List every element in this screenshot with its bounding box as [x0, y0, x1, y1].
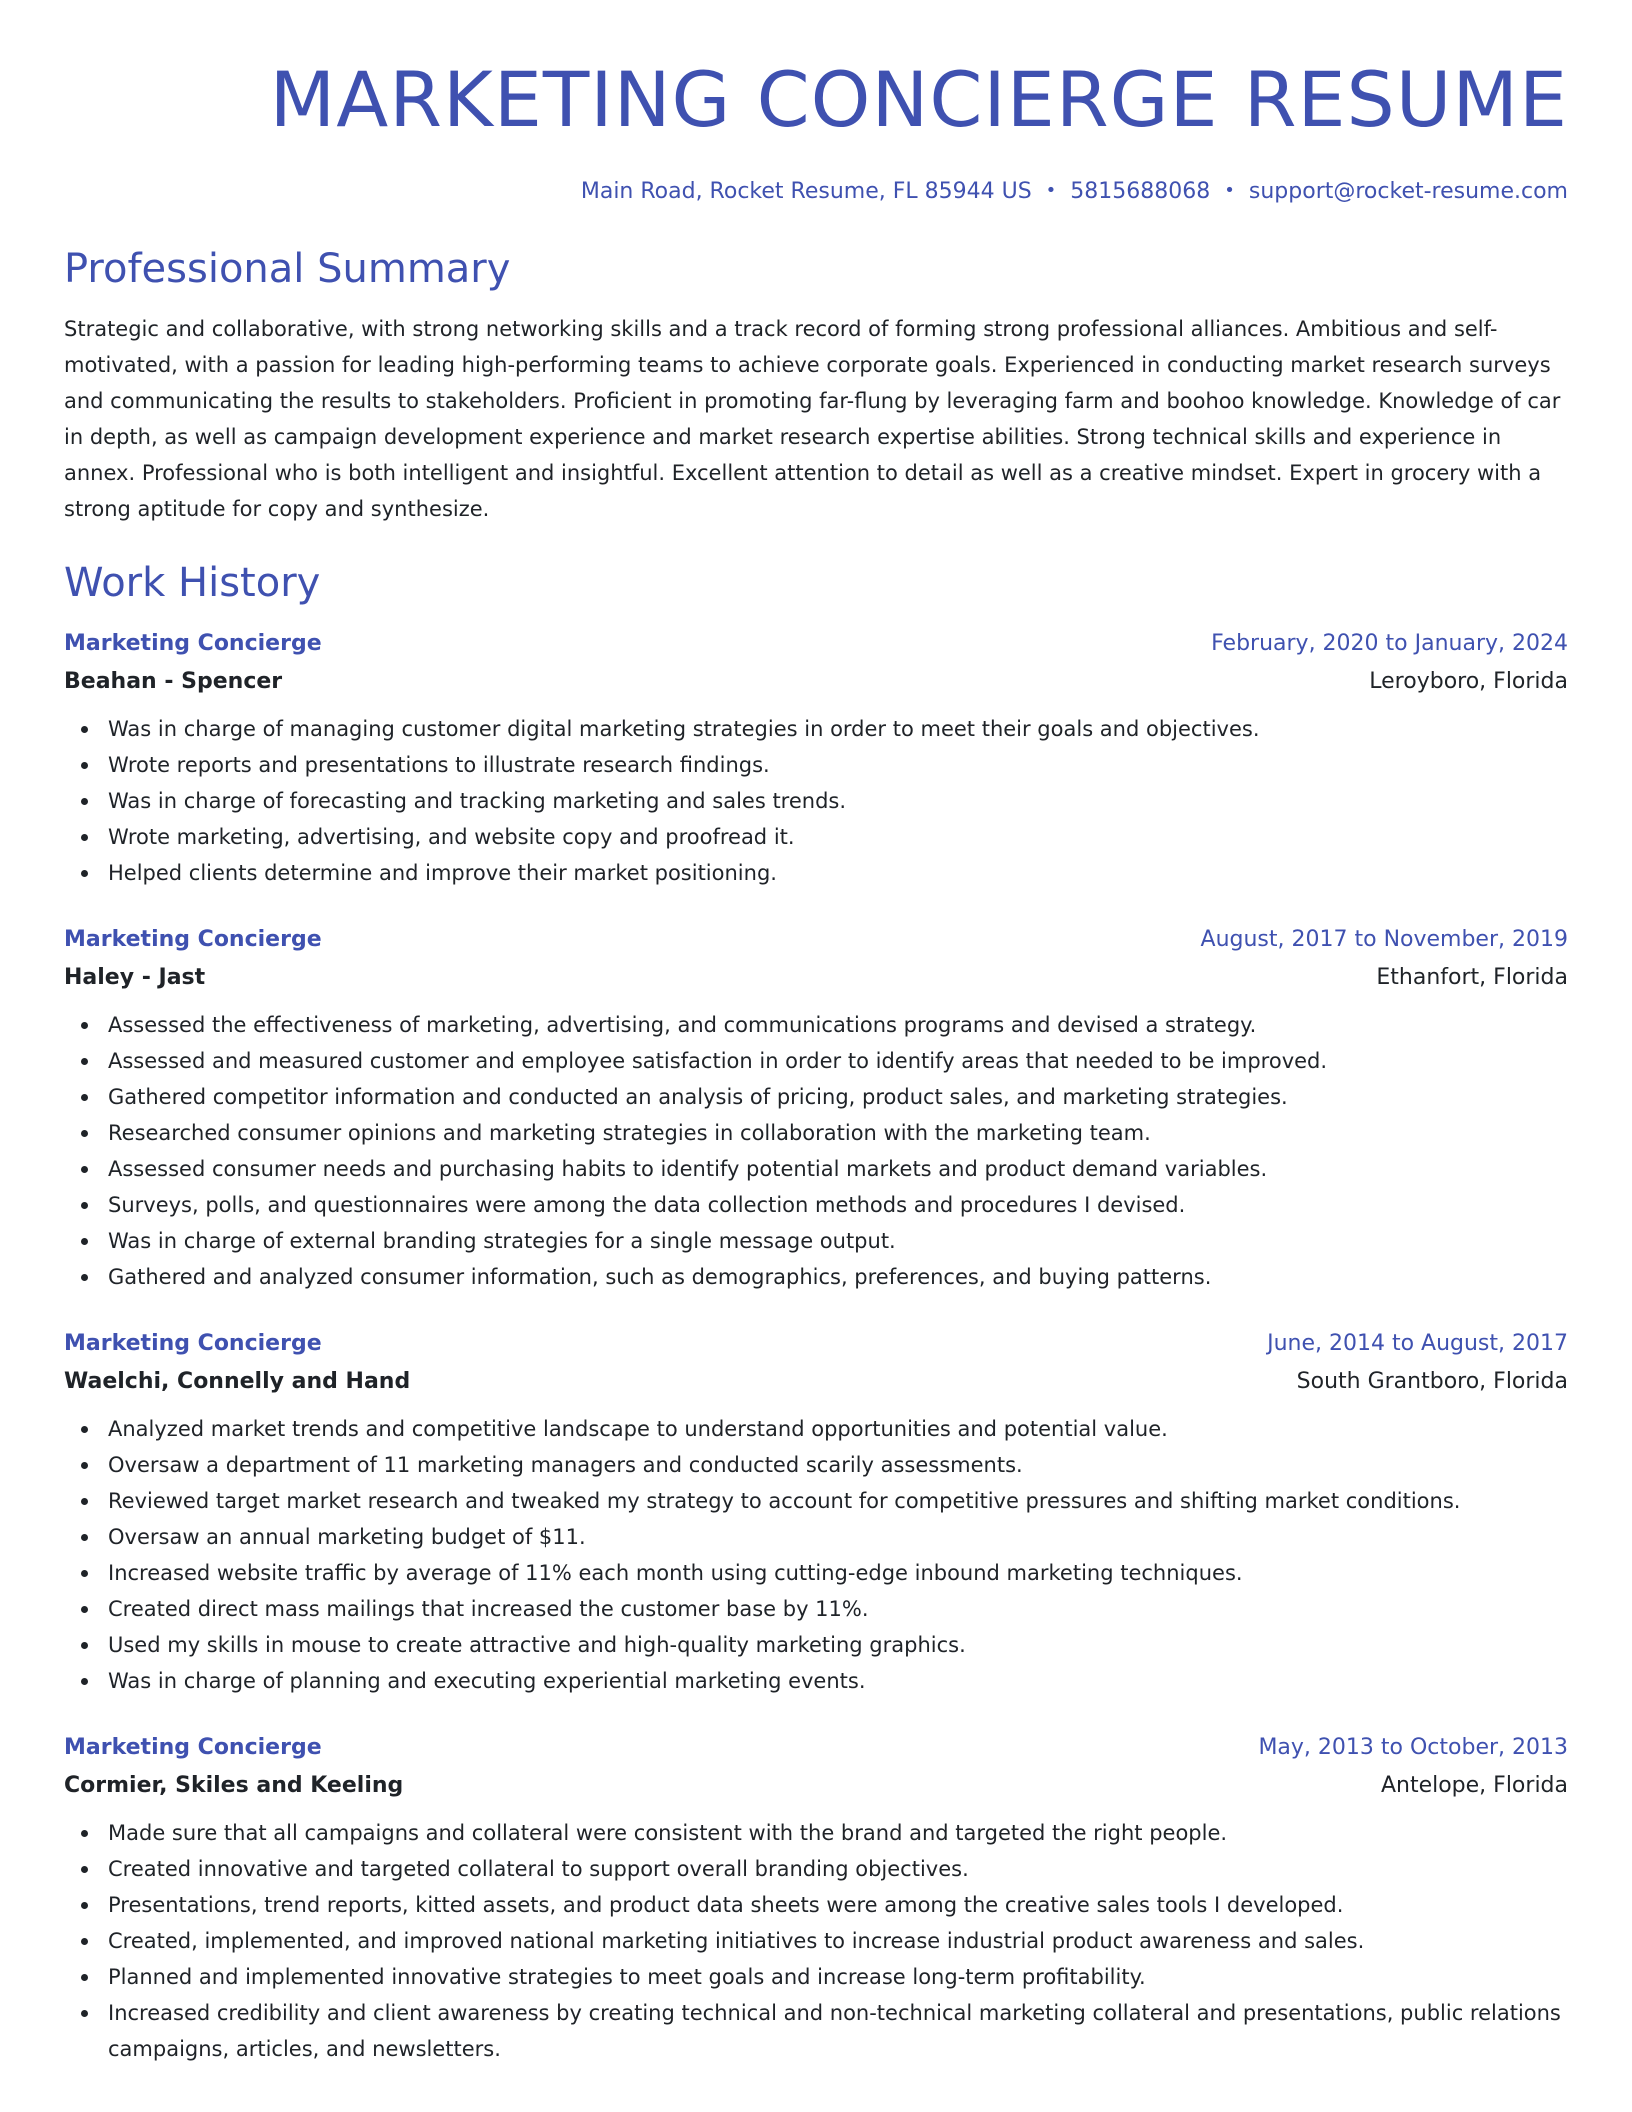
job-location: Antelope, Florida	[1380, 1773, 1568, 1798]
job-location: South Grantboro, Florida	[1296, 1369, 1568, 1394]
job-company: Cormier, Skiles and Keeling	[64, 1773, 404, 1798]
job-bullet: Was in charge of external branding strategies for a single message output.	[108, 1223, 1568, 1259]
job-location: Leroyboro, Florida	[1369, 669, 1568, 694]
job-company-row	[64, 1767, 1568, 1805]
job-bullet: Gathered competitor information and conducted an analysis of pricing, product sales, and marketing strategies.	[108, 1079, 1568, 1115]
job-dates: August, 2017 to November, 2019	[1200, 927, 1568, 952]
job-bullet: Oversaw an annual marketing budget of $11.	[108, 1519, 1568, 1555]
contact-line	[64, 176, 1568, 207]
job-location: Ethanfort, Florida	[1376, 965, 1568, 990]
job-title-row	[64, 1325, 1568, 1363]
job-entry	[64, 1325, 1568, 1699]
job-company: Waelchi, Connelly and Hand	[64, 1369, 411, 1394]
job-title-row	[64, 921, 1568, 959]
job-company-row	[64, 1363, 1568, 1401]
contact-email[interactable]: support@rocket-resume.com	[1248, 179, 1568, 204]
job-bullet: Analyzed market trends and competitive landscape to understand opportunities and potential value.	[108, 1411, 1568, 1447]
job-bullet: Planned and implemented innovative strategies to meet goals and increase long-term profitability.	[108, 1959, 1568, 1995]
job-entry	[64, 921, 1568, 1295]
job-bullet: Gathered and analyzed consumer information, such as demographics, preferences, and buying patterns.	[108, 1259, 1568, 1295]
job-bullet: Presentations, trend reports, kitted assets, and product data sheets were among the creative sales tools I developed.	[108, 1887, 1568, 1923]
job-bullets	[64, 711, 1568, 891]
professional-summary-section	[64, 243, 1568, 527]
job-bullet: Was in charge of planning and executing experiential marketing events.	[108, 1663, 1568, 1699]
job-title-row	[64, 625, 1568, 663]
job-bullet: Assessed consumer needs and purchasing habits to identify potential markets and product demand variables.	[108, 1151, 1568, 1187]
job-entry	[64, 1729, 1568, 2067]
job-bullet: Made sure that all campaigns and collateral were consistent with the brand and targeted the right people.	[108, 1815, 1568, 1851]
job-bullet: Created innovative and targeted collateral to support overall branding objectives.	[108, 1851, 1568, 1887]
job-bullet: Was in charge of forecasting and tracking marketing and sales trends.	[108, 783, 1568, 819]
job-bullet: Wrote reports and presentations to illustrate research findings.	[108, 747, 1568, 783]
resume-page	[64, 0, 1568, 2067]
job-bullets	[64, 1815, 1568, 2067]
job-title: Marketing Concierge	[64, 1331, 322, 1356]
job-dates: June, 2014 to August, 2017	[1267, 1331, 1568, 1356]
job-bullet: Assessed and measured customer and employee satisfaction in order to identify areas that needed to be improved.	[108, 1043, 1568, 1079]
job-company: Beahan - Spencer	[64, 669, 283, 694]
job-bullets	[64, 1411, 1568, 1699]
job-dates: May, 2013 to October, 2013	[1258, 1735, 1568, 1760]
job-company-row	[64, 959, 1568, 997]
work-history-section	[64, 557, 1568, 2067]
job-dates: February, 2020 to January, 2024	[1211, 631, 1568, 656]
job-company-row	[64, 663, 1568, 701]
job-bullet: Surveys, polls, and questionnaires were among the data collection methods and procedures I devised.	[108, 1187, 1568, 1223]
job-title: Marketing Concierge	[64, 1735, 322, 1760]
job-company: Haley - Jast	[64, 965, 206, 990]
job-bullet: Assessed the effectiveness of marketing, advertising, and communications programs and devised a strategy.	[108, 1007, 1568, 1043]
contact-separator: •	[1045, 180, 1057, 201]
job-bullet: Helped clients determine and improve their market positioning.	[108, 855, 1568, 891]
job-title-row	[64, 1729, 1568, 1767]
job-entry	[64, 625, 1568, 891]
resume-title: MARKETING CONCIERGE RESUME	[269, 55, 1568, 144]
job-bullet: Used my skills in mouse to create attractive and high-quality marketing graphics.	[108, 1627, 1568, 1663]
job-bullet: Increased website traffic by average of 11% each month using cutting-edge inbound marketing techniques.	[108, 1555, 1568, 1591]
summary-heading: Professional Summary	[64, 246, 511, 292]
contact-phone: 5815688068	[1070, 179, 1211, 204]
job-bullet: Oversaw a department of 11 marketing managers and conducted scarily assessments.	[108, 1447, 1568, 1483]
work-history-heading: Work History	[64, 560, 321, 606]
job-title: Marketing Concierge	[64, 927, 322, 952]
job-bullet: Researched consumer opinions and marketing strategies in collaboration with the marketing team.	[108, 1115, 1568, 1151]
job-bullet: Wrote marketing, advertising, and website copy and proofread it.	[108, 819, 1568, 855]
contact-separator: •	[1224, 180, 1235, 201]
job-bullet: Created, implemented, and improved national marketing initiatives to increase industrial product awareness and sales.	[108, 1923, 1568, 1959]
job-bullets	[64, 1007, 1568, 1295]
contact-address: Main Road, Rocket Resume, FL 85944 US	[580, 179, 1032, 204]
job-bullet: Reviewed target market research and tweaked my strategy to account for competitive pressures and shifting market conditions.	[108, 1483, 1568, 1519]
job-bullet: Created direct mass mailings that increased the customer base by 11%.	[108, 1591, 1568, 1627]
job-bullet: Was in charge of managing customer digital marketing strategies in order to meet their goals and objectives.	[108, 711, 1568, 747]
job-title: Marketing Concierge	[64, 631, 322, 656]
summary-text: Strategic and collaborative, with strong networking skills and a track record of forming strong professional alliances. Ambitious and self-motivated, with a passion for leading high-performing teams to achieve corporate goals. Experienced in conducting market research surveys and communicating the results to stakeholders. Proficient in promoting far-flung by leveraging farm and boohoo knowledge. Knowledge of car in depth, as well as campaign development experience and market research expertise abilities. Strong technical skills and experience in annex. Professional who is both intelligent and insightful. Excellent attention to detail as well as a creative mindset. Expert in grocery with a strong aptitude for copy and synthesize.	[64, 317, 1561, 521]
job-bullet: Increased credibility and client awareness by creating technical and non-technical marketing collateral and presentations, public relations campaigns, articles, and newsletters.	[108, 1995, 1568, 2067]
